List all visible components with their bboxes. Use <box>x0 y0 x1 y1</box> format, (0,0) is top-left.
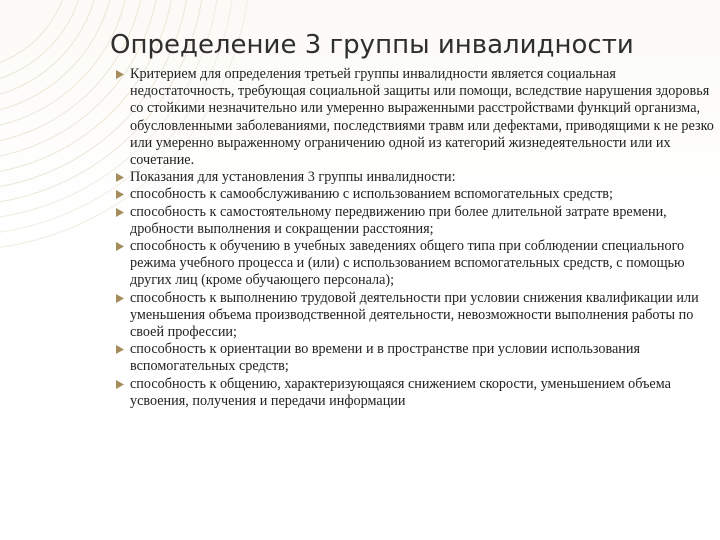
slide-title: Определение 3 группы инвалидности <box>110 30 634 60</box>
list-item-text: способность к самостоятельному передвижению при более длительной затрате времени, дробности выполнения и сокращении расстояния; <box>130 203 667 237</box>
list-item <box>116 204 716 238</box>
triangle-bullet-icon <box>116 345 124 354</box>
list-item <box>116 341 716 375</box>
list-item <box>116 66 716 169</box>
bullet-list <box>116 66 716 410</box>
list-item <box>116 290 716 342</box>
list-item-text: способность к общению, характеризующаяся снижением скорости, уменьшением объема усвоения, получения и передачи информации <box>130 375 671 409</box>
list-item <box>116 238 716 290</box>
list-item-text: способность к выполнению трудовой деятельности при условии снижения квалификации или уменьшения объема производственной деятельности, невозможности выполнения работы по своей профессии; <box>130 289 699 341</box>
list-item <box>116 169 716 186</box>
list-item-text: способность к ориентации во времени и в пространстве при условии использования вспомогательных средств; <box>130 341 640 375</box>
triangle-bullet-icon <box>116 380 124 389</box>
list-item-text: способность к обучению в учебных заведениях общего типа при соблюдении специального режима учебного процесса и (или) с использованием вспомогательных средств, с помощью других лиц (кроме обучающего персонала); <box>130 238 685 289</box>
triangle-bullet-icon <box>116 190 124 199</box>
list-item <box>116 186 716 203</box>
list-item-text: Критерием для определения третьей группы инвалидности является социальная недостаточность, требующая социальной защиты или помощи, вследствие нарушения здоровья со стойкими незначительно или умеренно выраженными расстройствами функций организма, обусловленными заболеваниями, последствиями травм или дефектами, приводящими к не резко или умеренно выраженному ограничению одной из категорий жизнедеятельности или их сочетание. <box>130 66 714 169</box>
triangle-bullet-icon <box>116 173 124 182</box>
list-item <box>116 376 716 410</box>
list-item-text: Показания для установления 3 группы инвалидности: <box>130 169 456 186</box>
triangle-bullet-icon <box>116 242 124 251</box>
triangle-bullet-icon <box>116 70 124 79</box>
triangle-bullet-icon <box>116 208 124 217</box>
triangle-bullet-icon <box>116 294 124 303</box>
list-item-text: способность к самообслуживанию с использованием вспомогательных средств; <box>130 186 613 203</box>
